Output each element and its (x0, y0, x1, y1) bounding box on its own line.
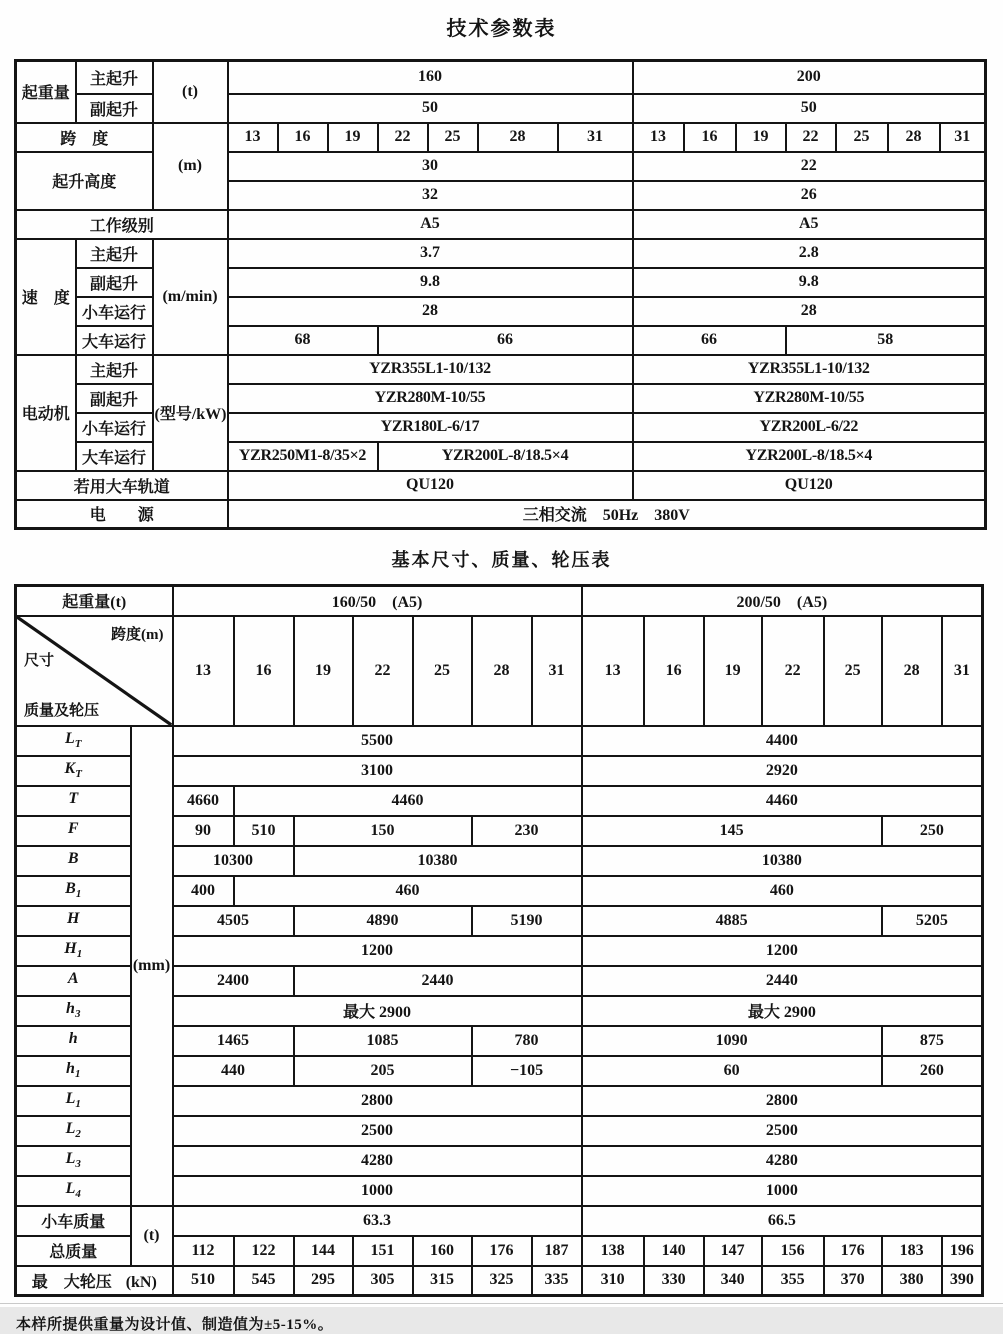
dim-label-LT: $L_T$ (16, 726, 131, 756)
value-cell: YZR180L-6/17 (228, 413, 633, 442)
dim-label-KT: $K_T$ (16, 756, 131, 786)
value-cell: 150 (294, 816, 472, 846)
dim-label-L4: $L_4$ (16, 1176, 131, 1206)
value-cell: 138 (582, 1236, 644, 1266)
value-cell: 50 (228, 94, 633, 123)
value-cell: 4885 (582, 906, 882, 936)
col-header: 16 (234, 616, 294, 726)
dim-label-L3: $L_3$ (16, 1146, 131, 1176)
value-cell: YZR200L-8/18.5×4 (378, 442, 633, 471)
value-cell: 325 (472, 1266, 532, 1296)
value-cell: 1200 (582, 936, 983, 966)
diag-span-label: 跨度(m) (111, 626, 164, 643)
value-cell: 5190 (472, 906, 582, 936)
value-cell: YZR200L-8/18.5×4 (633, 442, 986, 471)
value-cell: 510 (173, 1266, 234, 1296)
value-cell: 335 (532, 1266, 582, 1296)
row-capacity-main (16, 61, 986, 94)
value-cell: 1465 (173, 1026, 294, 1056)
unit-mm: (mm) (131, 726, 173, 1206)
value-cell: 5205 (882, 906, 983, 936)
label-crane-travel: 大车运行 (76, 442, 153, 471)
col-header: 22 (353, 616, 413, 726)
label-span: 跨 度 (16, 123, 153, 152)
value-cell: 112 (173, 1236, 234, 1266)
row-duty-class (16, 210, 986, 239)
row-motor-main (16, 355, 986, 384)
table2-title: 基本尺寸、质量、轮压表 (391, 550, 612, 570)
label-duty-class: 工作级别 (16, 210, 228, 239)
label-rail: 若用大车轨道 (16, 471, 228, 500)
value-cell: 4280 (582, 1146, 983, 1176)
group-header: 160/50 (A5) (173, 586, 582, 616)
label-aux-hoist: 副起升 (76, 94, 153, 123)
value-cell: YZR280M-10/55 (633, 384, 986, 413)
col-header: 25 (413, 616, 472, 726)
col-header: 25 (824, 616, 882, 726)
col-header: 16 (644, 616, 704, 726)
col-header: 22 (786, 123, 836, 152)
value-cell: 30 (228, 152, 633, 181)
value-cell: 1200 (173, 936, 582, 966)
col-header: 13 (228, 123, 278, 152)
value-cell: 10380 (582, 846, 983, 876)
value-cell: 66 (378, 326, 633, 355)
value-cell: 145 (582, 816, 882, 846)
value-cell: 最大 2900 (173, 996, 582, 1026)
value-cell: 187 (532, 1236, 582, 1266)
col-header: 28 (888, 123, 940, 152)
value-cell: 4280 (173, 1146, 582, 1176)
value-cell: 3.7 (228, 239, 633, 268)
value-cell: A5 (633, 210, 986, 239)
label-main-hoist: 主起升 (76, 355, 153, 384)
diag-size-label: 尺寸 (24, 652, 55, 669)
value-cell: 370 (824, 1266, 882, 1296)
value-cell: 2400 (173, 966, 294, 996)
label-trolley-mass: 小车质量 (16, 1206, 131, 1236)
value-cell: 355 (762, 1266, 824, 1296)
dim-label-A: A (16, 966, 131, 996)
value-cell: 315 (413, 1266, 472, 1296)
label-capacity-t: 起重量(t) (16, 586, 173, 616)
value-cell: 260 (882, 1056, 983, 1086)
label-trolley-travel: 小车运行 (76, 413, 153, 442)
value-cell: 176 (472, 1236, 532, 1266)
col-header: 25 (428, 123, 478, 152)
value-cell: −105 (472, 1056, 582, 1086)
row-capacity-header (16, 586, 983, 616)
row-LT (16, 726, 983, 756)
scan-edge-line (0, 1303, 1003, 1304)
col-header: 22 (762, 616, 824, 726)
value-cell: 5500 (173, 726, 582, 756)
footnote: 本样所提供重量为设计值、制造值为±5-15%。 (16, 1317, 334, 1333)
label-trolley-travel: 小车运行 (76, 297, 153, 326)
value-cell: 230 (472, 816, 582, 846)
value-cell: 2.8 (633, 239, 986, 268)
diagonal-header-cell (16, 616, 173, 726)
col-header: 28 (478, 123, 558, 152)
value-cell: 2440 (582, 966, 983, 996)
value-cell: YZR200L-6/22 (633, 413, 986, 442)
value-cell: 90 (173, 816, 234, 846)
value-cell: 2500 (582, 1116, 983, 1146)
label-aux-hoist: 副起升 (76, 384, 153, 413)
col-header: 31 (558, 123, 633, 152)
col-header: 19 (704, 616, 762, 726)
value-cell: QU120 (633, 471, 986, 500)
value-cell: 3100 (173, 756, 582, 786)
col-header: 31 (532, 616, 582, 726)
value-cell: A5 (228, 210, 633, 239)
col-header: 22 (378, 123, 428, 152)
label-speed: 速 度 (16, 239, 76, 355)
value-cell: 151 (353, 1236, 413, 1266)
col-header: 31 (940, 123, 986, 152)
value-cell: 26 (633, 181, 986, 210)
dim-label-T: T (16, 786, 131, 816)
value-cell: 2500 (173, 1116, 582, 1146)
value-cell: 340 (704, 1266, 762, 1296)
label-main-hoist: 主起升 (76, 239, 153, 268)
value-cell: 2800 (173, 1086, 582, 1116)
value-cell: YZR280M-10/55 (228, 384, 633, 413)
table1-title: 技术参数表 (446, 18, 557, 40)
value-cell: 1000 (173, 1176, 582, 1206)
value-cell: 310 (582, 1266, 644, 1296)
unit-m: (m) (153, 123, 228, 210)
value-cell: 68 (228, 326, 378, 355)
value-cell: 28 (228, 297, 633, 326)
label-max-wheel-load: 最 大轮压 (kN) (16, 1266, 173, 1296)
dim-label-L1: $L_1$ (16, 1086, 131, 1116)
value-cell: 200 (633, 61, 986, 94)
dim-label-H1: $H_1$ (16, 936, 131, 966)
unit-t: (t) (131, 1206, 173, 1266)
row-speed-main (16, 239, 986, 268)
value-cell: 205 (294, 1056, 472, 1086)
dim-label-B1: $B_1$ (16, 876, 131, 906)
unit-t: (t) (153, 61, 228, 123)
value-cell: QU120 (228, 471, 633, 500)
value-cell: 66.5 (582, 1206, 983, 1236)
value-cell: 1085 (294, 1026, 472, 1056)
label-total-mass: 总质量 (16, 1236, 131, 1266)
col-header: 19 (736, 123, 786, 152)
dimensions-table (14, 584, 984, 1297)
value-cell: 183 (882, 1236, 942, 1266)
col-header: 28 (472, 616, 532, 726)
unit-model-kw: (型号/kW) (153, 355, 228, 471)
dim-label-B: B (16, 846, 131, 876)
value-cell: 140 (644, 1236, 704, 1266)
value-cell: 2800 (582, 1086, 983, 1116)
value-cell: 66 (633, 326, 786, 355)
value-cell: 380 (882, 1266, 942, 1296)
dim-label-h1: $h_1$ (16, 1056, 131, 1086)
value-cell: 875 (882, 1026, 983, 1056)
value-cell: 460 (582, 876, 983, 906)
value-cell: 390 (942, 1266, 983, 1296)
col-header: 31 (942, 616, 983, 726)
value-cell: 147 (704, 1236, 762, 1266)
label-main-hoist: 主起升 (76, 61, 153, 94)
value-cell: 60 (582, 1056, 882, 1086)
col-header: 13 (633, 123, 684, 152)
row-power (16, 500, 986, 529)
dim-label-H: H (16, 906, 131, 936)
value-cell: YZR355L1-10/132 (228, 355, 633, 384)
value-cell: 4660 (173, 786, 234, 816)
value-cell: 144 (294, 1236, 353, 1266)
col-header: 25 (836, 123, 888, 152)
value-cell: 160 (413, 1236, 472, 1266)
value-cell: 4505 (173, 906, 294, 936)
dim-label-F: F (16, 816, 131, 846)
value-cell: 305 (353, 1266, 413, 1296)
value-cell: 295 (294, 1266, 353, 1296)
col-header: 16 (684, 123, 736, 152)
value-cell: 22 (633, 152, 986, 181)
col-header: 13 (173, 616, 234, 726)
value-cell: 780 (472, 1026, 582, 1056)
label-lift-height: 起升高度 (16, 152, 153, 210)
group-header: 200/50 (A5) (582, 586, 983, 616)
value-cell: 4460 (234, 786, 582, 816)
value-cell: 1090 (582, 1026, 882, 1056)
value-cell: 545 (234, 1266, 294, 1296)
col-header: 13 (582, 616, 644, 726)
col-header: 28 (882, 616, 942, 726)
label-capacity: 起重量 (16, 61, 76, 123)
value-cell: 250 (882, 816, 983, 846)
diag-mass-label: 质量及轮压 (24, 702, 100, 719)
value-cell: 58 (786, 326, 986, 355)
value-cell: 510 (234, 816, 294, 846)
value-cell: 4460 (582, 786, 983, 816)
col-header: 16 (278, 123, 328, 152)
value-cell: 160 (228, 61, 633, 94)
value-cell: 9.8 (228, 268, 633, 297)
value-cell: YZR355L1-10/132 (633, 355, 986, 384)
row-span (16, 123, 986, 152)
value-cell: 2920 (582, 756, 983, 786)
value-cell: 1000 (582, 1176, 983, 1206)
value-cell: 9.8 (633, 268, 986, 297)
value-cell: 63.3 (173, 1206, 582, 1236)
tech-params-table (14, 59, 987, 530)
dim-label-h3: $h_3$ (16, 996, 131, 1026)
label-aux-hoist: 副起升 (76, 268, 153, 297)
value-cell: 10300 (173, 846, 294, 876)
value-cell: 440 (173, 1056, 294, 1086)
value-cell: 400 (173, 876, 234, 906)
value-cell: 4400 (582, 726, 983, 756)
row-rail (16, 471, 986, 500)
dim-label-L2: $L_2$ (16, 1116, 131, 1146)
row-span-header (16, 616, 983, 726)
value-cell: 122 (234, 1236, 294, 1266)
value-cell: 4890 (294, 906, 472, 936)
value-cell: 460 (234, 876, 582, 906)
value-cell: 196 (942, 1236, 983, 1266)
label-crane-travel: 大车运行 (76, 326, 153, 355)
value-cell: 330 (644, 1266, 704, 1296)
value-cell: 156 (762, 1236, 824, 1266)
col-header: 19 (328, 123, 378, 152)
value-cell: YZR250M1-8/35×2 (228, 442, 378, 471)
col-header: 19 (294, 616, 353, 726)
value-cell: 10380 (294, 846, 582, 876)
unit-m-min: (m/min) (153, 239, 228, 355)
row-max-wheel-load (16, 1266, 983, 1296)
value-cell: 32 (228, 181, 633, 210)
label-power: 电 源 (16, 500, 228, 529)
value-cell: 三相交流 50Hz 380V (228, 500, 986, 529)
label-motor: 电动机 (16, 355, 76, 471)
value-cell: 28 (633, 297, 986, 326)
value-cell: 2440 (294, 966, 582, 996)
row-trolley-mass (16, 1206, 983, 1236)
value-cell: 50 (633, 94, 986, 123)
dim-label-h: h (16, 1026, 131, 1056)
value-cell: 176 (824, 1236, 882, 1266)
value-cell: 最大 2900 (582, 996, 983, 1026)
